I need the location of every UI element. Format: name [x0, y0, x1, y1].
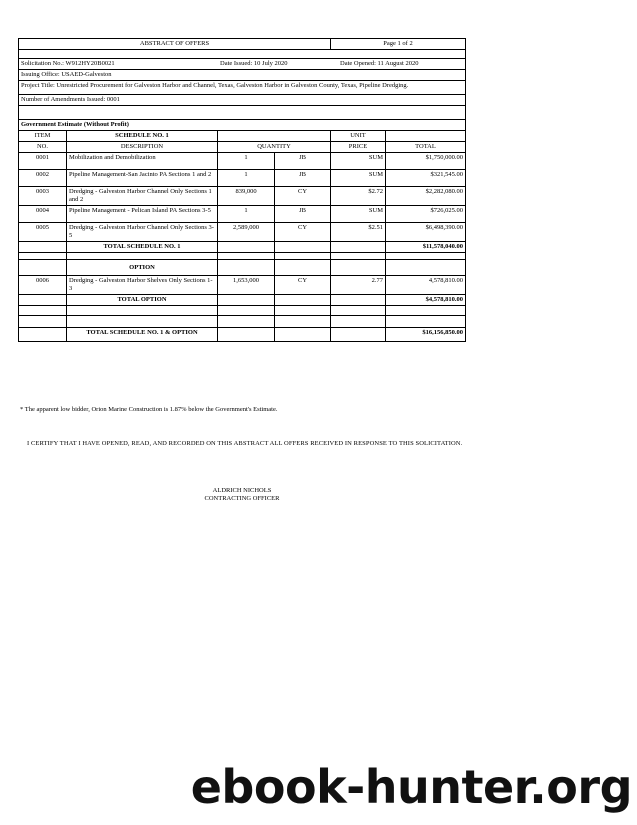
- date-issued: Date Issued: 10 July 2020: [220, 60, 288, 67]
- certification-statement: I CERTIFY THAT I HAVE OPENED, READ, AND RECORDED ON THIS ABSTRACT ALL OFFERS RECEIVED IN RESPONSE TO THIS SOLICITATION.: [27, 440, 463, 447]
- table-row: 0006 Dredging - Galveston Harbor Shelves Only Sections 1-3 1,653,000 CY 2.77 4,578,810.00: [19, 276, 466, 295]
- table-row: 0004 Pipeline Management - Pelican Island PA Sections 3-5 1 JB SUM $726,025.00: [19, 206, 466, 223]
- col-description: DESCRIPTION: [67, 142, 218, 153]
- col-quantity: QUANTITY: [218, 142, 331, 153]
- col-item: ITEM: [19, 131, 67, 142]
- col-no: NO.: [19, 142, 67, 153]
- col-price: PRICE: [331, 142, 386, 153]
- document-title: ABSTRACT OF OFFERS: [19, 39, 331, 50]
- issuing-office: Issuing Office: USAED-Galveston: [19, 70, 466, 81]
- total-schedule-row: TOTAL SCHEDULE NO. 1 $11,578,040.00: [19, 242, 466, 253]
- table-row: 0005 Dredging - Galveston Harbor Channel Only Sections 3-5 2,589,000 CY $2.51 $6,498,390.00: [19, 223, 466, 242]
- footnote: * The apparent low bidder, Orion Marine Construction is 1.87% below the Government's Estimate.: [20, 406, 278, 413]
- page-number: Page 1 of 2: [331, 39, 466, 50]
- col-total: TOTAL: [386, 142, 466, 153]
- col-unit: UNIT: [331, 131, 386, 142]
- grand-total-row: TOTAL SCHEDULE NO. 1 & OPTION $16,156,850.00: [19, 328, 466, 342]
- option-heading: OPTION: [67, 260, 218, 276]
- table-row: 0003 Dredging - Galveston Harbor Channel Only Sections 1 and 2 839,000 CY $2.72 $2,282,080.00: [19, 187, 466, 206]
- watermark-logo: ebook-hunter.org: [190, 760, 632, 814]
- table-row: 0002 Pipeline Management-San Jacinto PA Sections 1 and 2 1 JB SUM $321,545.00: [19, 170, 466, 187]
- total-option-row: TOTAL OPTION $4,578,810.00: [19, 295, 466, 306]
- project-title: Project Title: Unrestricted Procurement for Galveston Harbor and Channel, Texas, Galveston Harbor in Galveston County, Texas, Pipeline Dredging.: [19, 81, 466, 95]
- solicitation-number: Solicitation No.: W912HY20B0021: [21, 60, 115, 67]
- date-opened: Date Opened: 11 August 2020: [340, 60, 419, 67]
- table-row: 0001 Mobilization and Demobilization 1 JB SUM $1,750,000.00: [19, 153, 466, 170]
- estimate-heading: Government Estimate (Without Profit): [19, 120, 466, 131]
- signer-name: ALDRICH NICHOLS: [212, 487, 272, 494]
- abstract-table: [18, 38, 466, 342]
- solicitation-row: [19, 59, 466, 70]
- signer-title: CONTRACTING OFFICER: [204, 495, 280, 502]
- schedule-heading: SCHEDULE NO. 1: [67, 131, 218, 142]
- amendments-count: Number of Amendments Issued: 0001: [19, 95, 466, 106]
